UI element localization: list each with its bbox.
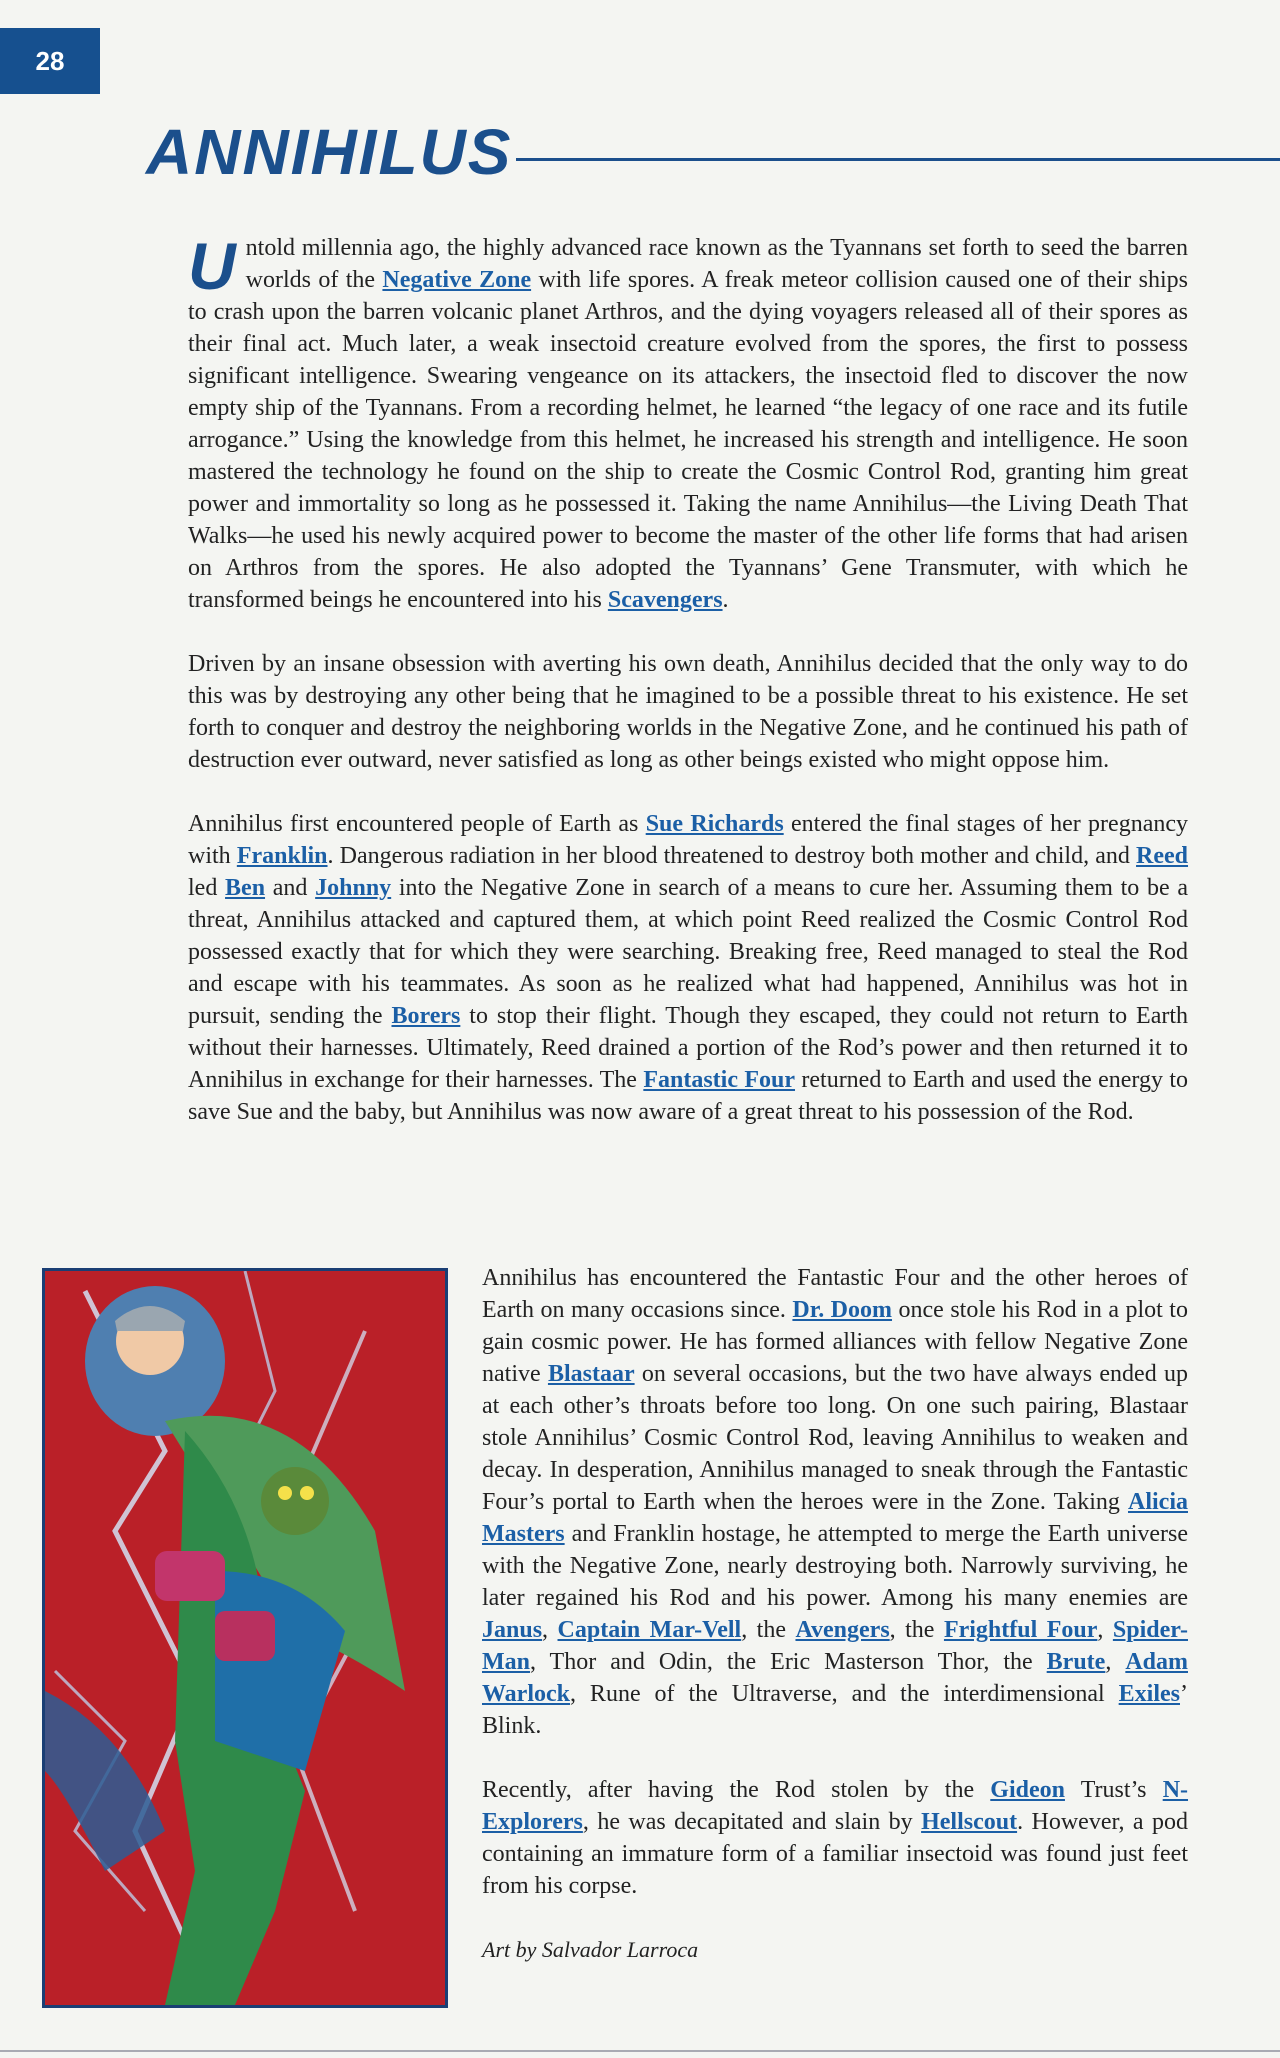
text-span: with life spores. A freak meteor collision caused one of their ships to crash upon the barren volcanic planet Arthros, and the dying voyagers released all of their spores as their final act. Much later, a weak insectoid creature evolved from the spores, the first to possess significant intelligence. Swearing vengeance on its attackers, the insectoid fled to discover the now empty ship of the Tyannans. From a recording helmet, he learned “the legacy of one race and its futile arrogance.” Using the knowledge from this helmet, he increased his strength and intelligence. He soon mastered the technology he found on the ship to create the Cosmic Control Rod, granting him great power and immortality so long as he possessed it. Taking the name Annihilus—the Living Death That Walks—he used his newly acquired power to become the master of the other life forms that had arisen on Arthros from the spores. He also adopted the Tyannans’ Gene Transmuter, with which he transformed beings he encountered into his [188, 267, 1188, 613]
page-title: ANNIHILUS [146, 116, 513, 188]
link-blastaar[interactable]: Blastaar [547, 1361, 635, 1387]
text-span: led [188, 875, 226, 901]
link-exiles[interactable]: Exiles [1118, 1681, 1180, 1707]
link-n-explorers[interactable]: N-Explorers [482, 1777, 1189, 1835]
link-avengers[interactable]: Avengers [795, 1617, 890, 1643]
text-span: entered the final stages of her pregnancy with [188, 811, 1188, 869]
text-span: on several occasions, but the two have always ended up at each other’s throats before too long. On one such pairing, Blastaar stole Annihilus’ Cosmic Control Rod, leaving Annihilus to weaken and decay. In desperation, Annihilus managed to sneak through the Fantastic Four’s portal to Earth when the heroes were in the Zone. Taking [482, 1361, 1188, 1515]
text-span: . [722, 587, 729, 613]
text-span: , [542, 1617, 558, 1643]
text-span: into the Negative Zone in search of a means to cure her. Assuming them to be a threat, Annihilus attacked and captured them, at which point Reed realized the Cosmic Control Rod possessed exactly that for which they were searching. Breaking free, Reed managed to steal the Rod and escape with his teammates. As soon as he realized what had happened, Annihilus was hot in pursuit, sending the [188, 875, 1188, 1029]
paragraph-2: Driven by an insane obsession with averting his own death, Annihilus decided that the only way to do this was by destroying any other being that he imagined to be a possible threat to his existence. He set forth to conquer and destroy the neighboring worlds in the Negative Zone, and he continued his path of destruction ever outward, never satisfied as long as other beings existed who might oppose him. [188, 651, 1188, 773]
text-span: , [1097, 1617, 1113, 1643]
title-row [146, 112, 1280, 192]
artwork-illustration [45, 1271, 445, 2005]
text-span: . Dangerous radiation in her blood threatened to destroy both mother and child, and [327, 843, 1137, 869]
link-captain-mar-vell[interactable]: Captain Mar-Vell [557, 1617, 742, 1643]
page-number: 28 [0, 28, 100, 94]
link-johnny[interactable]: Johnny [315, 875, 392, 901]
text-span: and Franklin hostage, he attempted to merge the Earth universe with the Negative Zone, nearly destroying both. Narrowly surviving, he later regained his Rod and his power. Among his many enemies are [482, 1521, 1188, 1611]
bottom-rule [0, 2050, 1280, 2052]
link-fantastic-four[interactable]: Fantastic Four [643, 1067, 796, 1093]
drop-cap: U [188, 229, 236, 303]
link-adam-warlock[interactable]: Adam Warlock [482, 1649, 1188, 1707]
text-span: , the [889, 1617, 944, 1643]
text-span: ntold millennia ago, the highly advanced race known as the Tyannans set forth to seed the barren worlds of the [245, 235, 1188, 293]
artwork-image [42, 1268, 448, 2008]
paragraph-1 [188, 229, 1188, 616]
link-reed[interactable]: Reed [1136, 843, 1189, 869]
link-janus[interactable]: Janus [482, 1617, 543, 1643]
text-span: , he was decapitated and slain by [582, 1809, 922, 1835]
link-franklin[interactable]: Franklin [236, 843, 328, 869]
text-span: , the [741, 1617, 796, 1643]
paragraph-4 [482, 1262, 1188, 1742]
link-ben[interactable]: Ben [225, 875, 266, 901]
text-span: and [265, 875, 316, 901]
text-span: , [1105, 1649, 1126, 1675]
article-body [188, 229, 1189, 1160]
link-negative-zone[interactable]: Negative Zone [382, 267, 532, 293]
text-span: , Thor and Odin, the Eric Masterson Thor, the [530, 1649, 1047, 1675]
text-span: Recently, after having the Rod stolen by the [482, 1777, 991, 1803]
text-span: , Rune of the Ultraverse, and the interdimensional [570, 1681, 1119, 1707]
text-span: returned to Earth and used the energy to save Sue and the baby, but Annihilus was now aware of a great threat to his possession of the Rod. [188, 1067, 1189, 1125]
link-dr-doom[interactable]: Dr. Doom [792, 1297, 893, 1323]
link-sue-richards[interactable]: Sue Richards [645, 811, 784, 837]
art-credit: Art by Salvador Larroca [482, 1937, 699, 1962]
side-column [482, 1262, 1188, 1998]
text-span: once stole his Rod in a plot to gain cosmic power. He has formed alliances with fellow Negative Zone native [482, 1297, 1188, 1387]
paragraph-3 [188, 808, 1188, 1128]
link-scavengers[interactable]: Scavengers [607, 587, 723, 613]
link-gideon[interactable]: Gideon [990, 1777, 1065, 1803]
text-span: ’ Blink. [482, 1681, 1188, 1739]
title-rule [516, 158, 1280, 161]
text-span: . However, a pod containing an immature form of a familiar insectoid was found just feet from his corpse. [482, 1809, 1188, 1899]
text-span: to stop their flight. Though they escaped, they could not return to Earth without their harnesses. Ultimately, Reed drained a portion of the Rod’s power and then returned it to Annihilus in exchange for their harnesses. The [188, 1003, 1188, 1093]
paragraph-5 [482, 1774, 1188, 1902]
link-hellscout[interactable]: Hellscout [921, 1809, 1018, 1835]
link-borers[interactable]: Borers [391, 1003, 461, 1029]
link-frightful-four[interactable]: Frightful Four [943, 1617, 1098, 1643]
text-span: Annihilus first encountered people of Earth as [188, 811, 646, 837]
link-spider-man[interactable]: Spider-Man [482, 1617, 1188, 1675]
text-span: Trust’s [1064, 1777, 1163, 1803]
text-span: Annihilus has encountered the Fantastic Four and the other heroes of Earth on many occasions since. [482, 1265, 1188, 1323]
link-alicia-masters[interactable]: Alicia Masters [482, 1489, 1188, 1547]
link-brute[interactable]: Brute [1046, 1649, 1106, 1675]
